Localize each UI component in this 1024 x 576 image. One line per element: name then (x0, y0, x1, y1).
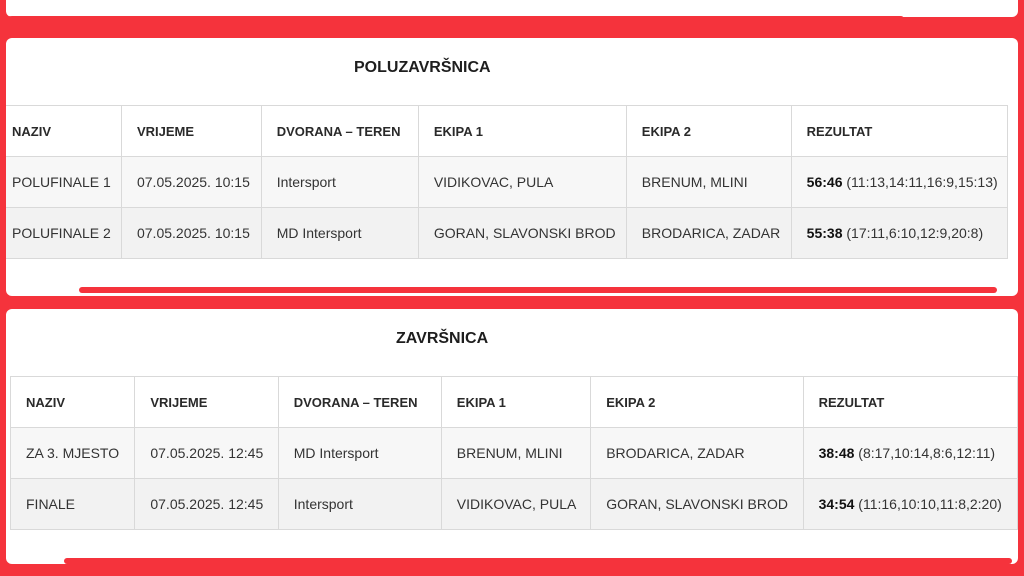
column-header-ekipa-2: EKIPA 2 (591, 377, 803, 428)
set-scores: (17:11,6:10,12:9,20:8) (842, 225, 984, 241)
table-header-row (11, 377, 1018, 428)
cell-naziv: ZA 3. MJESTO (11, 428, 135, 479)
set-scores: (11:16,10:10,11:8,2:20) (854, 496, 1002, 512)
column-header-ekipa-1: EKIPA 1 (418, 106, 626, 157)
cell-naziv: POLUFINALE 2 (6, 208, 121, 259)
cell-rezultat (791, 157, 1007, 208)
horizontal-scrollbar-thumb[interactable] (79, 287, 997, 293)
horizontal-scrollbar-thumb[interactable] (6, 16, 904, 17)
column-header-vrijeme: VRIJEME (135, 377, 278, 428)
column-header-vrijeme: VRIJEME (121, 106, 261, 157)
cell-rezultat (803, 428, 1017, 479)
cell-dvorana: MD Intersport (278, 428, 441, 479)
cell-vrijeme: 07.05.2025. 12:45 (135, 479, 278, 530)
table-row (6, 157, 1008, 208)
schedule-table (10, 376, 1018, 530)
cell-ekipa-2: GORAN, SLAVONSKI BROD (591, 479, 803, 530)
table-row (11, 428, 1018, 479)
set-scores: (11:13,14:11,16:9,15:13) (842, 174, 998, 190)
cell-vrijeme: 07.05.2025. 10:15 (121, 208, 261, 259)
cell-dvorana: Intersport (278, 479, 441, 530)
final-score: 34:54 (818, 496, 855, 512)
column-header-naziv: NAZIV (6, 106, 121, 157)
table-header-row (6, 106, 1008, 157)
cell-vrijeme: 07.05.2025. 12:45 (135, 428, 278, 479)
final-score: 55:38 (806, 225, 843, 241)
cell-rezultat (803, 479, 1017, 530)
cell-ekipa-2: BRENUM, MLINI (626, 157, 791, 208)
cell-naziv: FINALE (11, 479, 135, 530)
cell-vrijeme: 07.05.2025. 10:15 (121, 157, 261, 208)
final-score: 38:48 (818, 445, 855, 461)
section-title: ZAVRŠNICA (396, 330, 489, 347)
column-header-rezultat: REZULTAT (791, 106, 1007, 157)
cell-dvorana: MD Intersport (261, 208, 418, 259)
schedule-table (6, 105, 1008, 259)
semifinal-section-card (6, 38, 1018, 296)
section-title: POLUZAVRŠNICA (354, 59, 491, 76)
cell-ekipa-1: VIDIKOVAC, PULA (441, 479, 590, 530)
cell-naziv: POLUFINALE 1 (6, 157, 121, 208)
final-section-card (6, 309, 1018, 564)
set-scores: (8:17,10:14,8:6,12:11) (854, 445, 996, 461)
cell-rezultat (791, 208, 1007, 259)
column-header-dvorana: DVORANA – TEREN (278, 377, 441, 428)
table-row (11, 479, 1018, 530)
horizontal-scrollbar-thumb[interactable] (64, 558, 1012, 564)
column-header-ekipa-2: EKIPA 2 (626, 106, 791, 157)
previous-section-card (6, 0, 1018, 17)
column-header-rezultat: REZULTAT (803, 377, 1017, 428)
cell-dvorana: Intersport (261, 157, 418, 208)
cell-ekipa-1: BRENUM, MLINI (441, 428, 590, 479)
cell-ekipa-1: VIDIKOVAC, PULA (418, 157, 626, 208)
cell-ekipa-2: BRODARICA, ZADAR (626, 208, 791, 259)
column-header-dvorana: DVORANA – TEREN (261, 106, 418, 157)
final-score: 56:46 (806, 174, 843, 190)
column-header-ekipa-1: EKIPA 1 (441, 377, 590, 428)
cell-ekipa-2: BRODARICA, ZADAR (591, 428, 803, 479)
cell-ekipa-1: GORAN, SLAVONSKI BROD (418, 208, 626, 259)
column-header-naziv: NAZIV (11, 377, 135, 428)
table-row (6, 208, 1008, 259)
